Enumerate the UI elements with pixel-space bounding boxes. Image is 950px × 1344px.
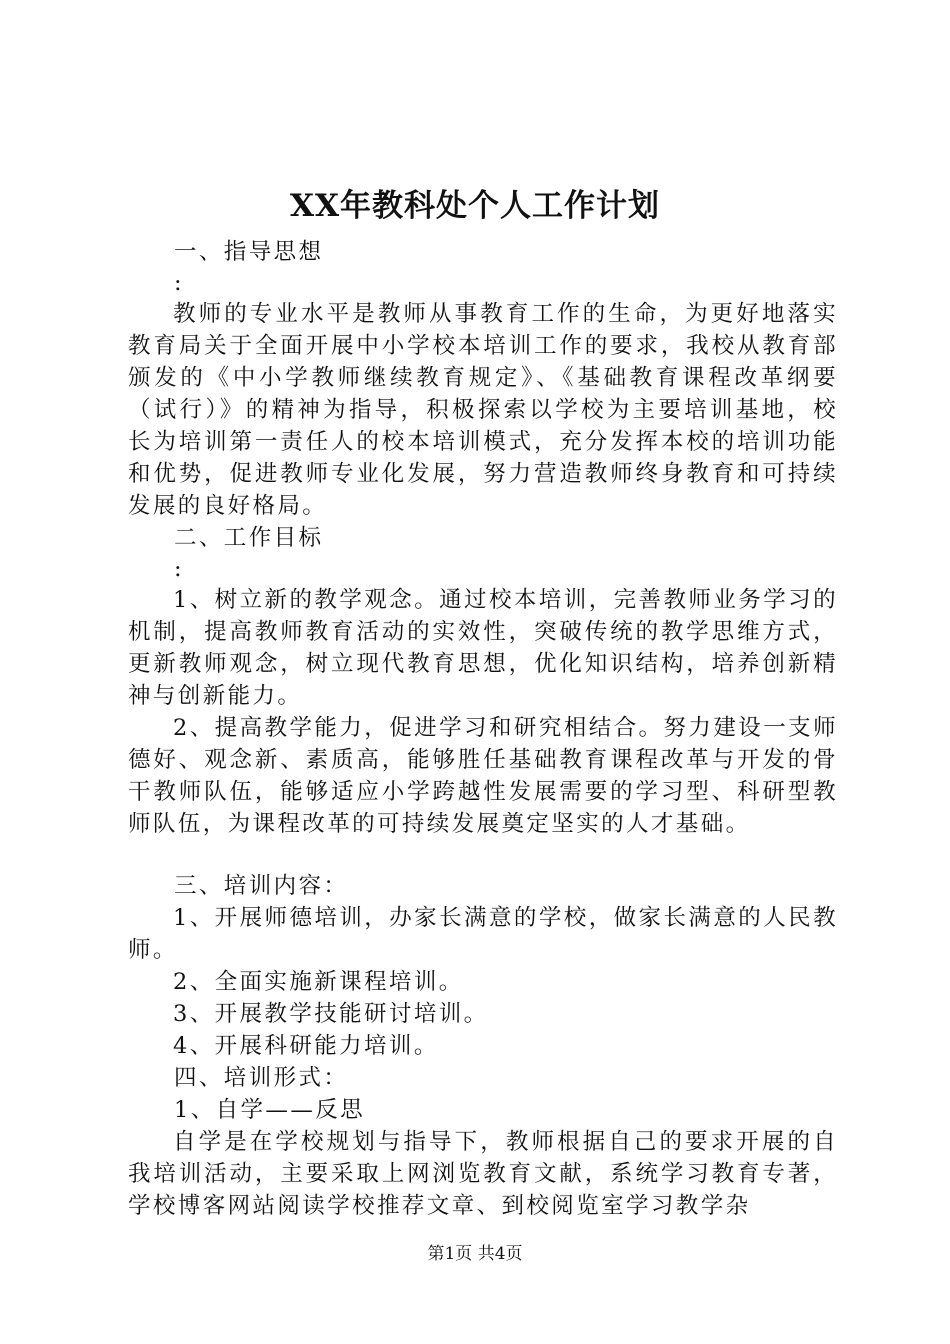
subheading-self-study: 1、自学——反思 [174, 1097, 366, 1123]
paragraph-content-1: 1、开展师德培训，办家长满意的学校，做家长满意的人民教师。 [128, 905, 838, 963]
section-heading-work-goals: 二、工作目标 [174, 525, 324, 551]
document-body [128, 236, 838, 1222]
paragraph-self-study: 自学是在学校规划与指导下，教师根据自己的要求开展的自我培训活动，主要采取上网浏览教育文献，系统学习教育专著，学校博客网站阅读学校推荐文章、到校阅览室学习教学杂 [128, 1129, 838, 1219]
page-footer: 第1页 共4页 [427, 1244, 523, 1264]
section-heading-training-content: 三、培训内容： [174, 873, 349, 899]
blank-line [128, 840, 838, 870]
paragraph-goal-2: 2、提高教学能力，促进学习和研究相结合。努力建设一支师德好、观念新、素质高，能够胜任基础教育课程改革与开发的骨干教师队伍，能够适应小学跨越性发展需要的学习型、科研型教师队伍，为课程改革的可持续发展奠定坚实的人才基础。 [128, 715, 838, 837]
paragraph-guiding-ideology: 教师的专业水平是教师从事教育工作的生命，为更好地落实教育局关于全面开展中小学校本培训工作的要求，我校从教育部颁发的《中小学教师继续教育规定》、《基础教育课程改革纲要（试行）》的精神为指导，积极探索以学校为主要培训基地，校长为培训第一责任人的校本培训模式，充分发挥本校的培训功能和优势，促进教师专业化发展，努力营造教师终身教育和可持续发展的良好格局。 [128, 301, 838, 519]
section-colon: : [174, 270, 182, 296]
section-heading-training-form: 四、培训形式： [174, 1065, 349, 1091]
paragraph-goal-1: 1、树立新的教学观念。通过校本培训，完善教师业务学习的机制，提高教师教育活动的实效性，突破传统的教学思维方式，更新教师观念，树立现代教育思想，优化知识结构，培养创新精神与创新能力。 [128, 587, 838, 709]
paragraph-content-4: 4、开展科研能力培训。 [173, 1033, 439, 1059]
document-title: XX年教科处个人工作计划 [289, 188, 661, 224]
section-heading-guiding-ideology: 一、指导思想 [174, 239, 324, 265]
section-colon: : [174, 556, 182, 582]
paragraph-content-3: 3、开展教学技能研讨培训。 [173, 1001, 489, 1027]
paragraph-content-2: 2、全面实施新课程培训。 [173, 969, 464, 995]
